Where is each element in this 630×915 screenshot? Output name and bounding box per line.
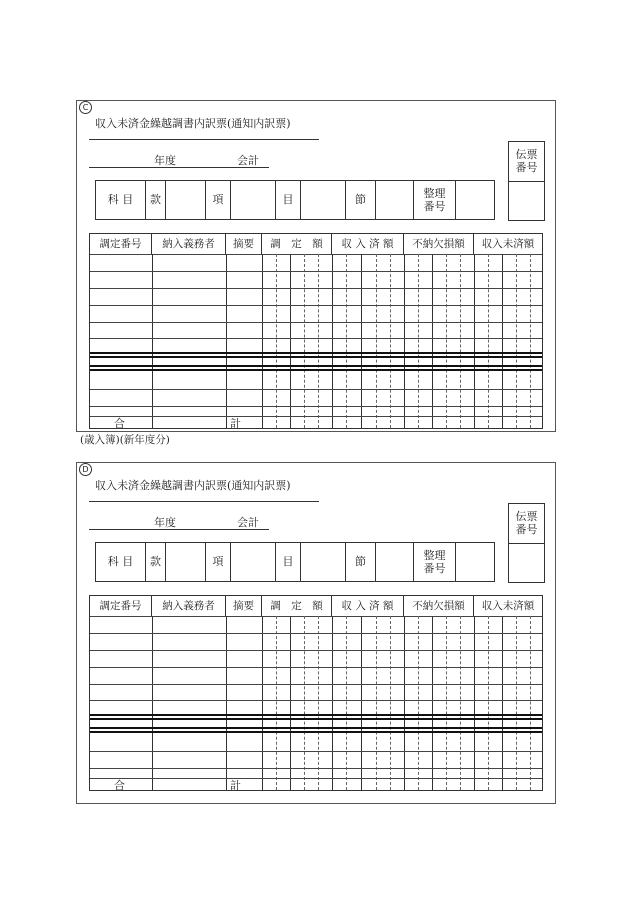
table-row: [90, 633, 542, 634]
header-shunyu-misai: 収入未済額: [481, 600, 535, 612]
digit-divider: [376, 616, 377, 790]
digit-divider: [516, 254, 517, 428]
seiri-line2: 番号: [423, 562, 446, 575]
table-row: [90, 271, 542, 272]
kan-field[interactable]: [166, 543, 206, 581]
ledger-table: [89, 595, 543, 791]
col-divider: [474, 254, 475, 428]
kou-label: 項: [206, 181, 231, 219]
header-funo-kesson: 不納欠損額: [404, 234, 474, 254]
kou-field[interactable]: [231, 181, 276, 219]
digit-divider: [502, 616, 503, 790]
seiri-number-label: [414, 181, 456, 219]
header-chotei-gaku: 調 定 額: [262, 596, 332, 616]
table-row: [90, 684, 542, 685]
digit-divider: [446, 254, 447, 428]
col-divider: [404, 254, 405, 428]
digit-divider: [432, 616, 433, 790]
digit-divider: [488, 616, 489, 790]
table-row: [90, 751, 542, 752]
header-nonyu-gimusha: 納入義務者: [152, 234, 226, 254]
slip-number-label: [509, 504, 544, 544]
kamoku-label: 科 目: [96, 543, 146, 581]
table-row: [90, 700, 542, 701]
digit-divider: [290, 616, 291, 790]
slip-label-line2: 番号: [515, 161, 538, 174]
account-label: 会計: [237, 154, 259, 167]
digit-divider: [460, 254, 461, 428]
account-label: 会計: [237, 516, 259, 529]
fiscal-year-label: 年度: [154, 516, 176, 529]
kan-label: 款: [146, 181, 166, 219]
fiscal-year-label: 年度: [154, 154, 176, 167]
table-row: [90, 389, 542, 390]
double-rule-separator: [90, 365, 542, 371]
header-chotei-bango: 調定番号: [90, 234, 152, 254]
setsu-field[interactable]: [376, 543, 414, 581]
moku-label: 目: [276, 181, 301, 219]
kou-label: 項: [206, 543, 231, 581]
slip-number-label: [509, 142, 544, 182]
table-row: [90, 650, 542, 651]
digit-divider: [361, 254, 362, 428]
digit-divider: [418, 616, 419, 790]
table-row: [90, 406, 542, 407]
digit-divider: [530, 254, 531, 428]
slip-number-box[interactable]: [508, 141, 545, 221]
digit-divider: [276, 254, 277, 428]
col-divider: [332, 254, 333, 428]
header-chotei-bango: 調定番号: [90, 596, 152, 616]
digit-divider: [516, 616, 517, 790]
col-divider: [152, 254, 153, 428]
table-row: [90, 667, 542, 668]
digit-divider: [460, 616, 461, 790]
setsu-label: 節: [346, 543, 376, 581]
col-divider: [152, 616, 153, 790]
table-row: [90, 305, 542, 306]
total-label-right: 計: [230, 417, 241, 430]
kou-field[interactable]: [231, 543, 276, 581]
moku-label: 目: [276, 543, 301, 581]
header-tekiyo: 摘要: [226, 596, 262, 616]
digit-divider: [488, 254, 489, 428]
double-rule-separator: [90, 727, 542, 733]
slip-label-line2: 番号: [515, 523, 538, 536]
total-row-rule: [90, 778, 542, 779]
digit-divider: [390, 616, 391, 790]
digit-divider: [318, 616, 319, 790]
seiri-line1: 整理: [423, 187, 446, 200]
slip-number-box[interactable]: [508, 503, 545, 583]
kamoku-label: 科 目: [96, 181, 146, 219]
header-shunyu-zumi: 収 入 済 額: [332, 596, 404, 616]
total-label-right: 計: [230, 779, 241, 792]
ledger-table: [89, 233, 543, 429]
moku-field[interactable]: [301, 543, 346, 581]
digit-divider: [346, 616, 347, 790]
col-divider: [226, 254, 227, 428]
table-row: [90, 768, 542, 769]
form-label-circle: C: [79, 101, 92, 114]
slip-label-line1: 伝票: [515, 148, 538, 161]
col-divider: [404, 616, 405, 790]
form-title: 収入未済金繰越調書内訳票(通知内訳票): [95, 117, 291, 130]
digit-divider: [502, 254, 503, 428]
digit-divider: [276, 616, 277, 790]
total-label-left: 合: [114, 417, 125, 430]
setsu-label: 節: [346, 181, 376, 219]
col-divider: [474, 616, 475, 790]
form-label-circle: D: [79, 463, 92, 476]
seiri-line2: 番号: [423, 200, 446, 213]
account-classification-row: [95, 180, 495, 220]
header-shunyu-misai: 収入未済額: [481, 238, 535, 250]
digit-divider: [346, 254, 347, 428]
kan-label: 款: [146, 543, 166, 581]
seiri-line1: 整理: [423, 549, 446, 562]
col-divider: [262, 254, 263, 428]
form-d: [76, 462, 556, 804]
header-tekiyo: 摘要: [226, 234, 262, 254]
double-rule-separator: [90, 352, 542, 358]
table-row: [90, 288, 542, 289]
seiri-number-field[interactable]: [456, 181, 494, 219]
col-divider: [262, 616, 263, 790]
digit-divider: [446, 616, 447, 790]
digit-divider: [290, 254, 291, 428]
col-divider: [332, 616, 333, 790]
kan-field[interactable]: [166, 181, 206, 219]
footnote: (歳入簿)(新年度分): [80, 434, 170, 446]
digit-divider: [432, 254, 433, 428]
year-underline: [89, 529, 269, 530]
title-underline: [89, 501, 319, 502]
digit-divider: [390, 254, 391, 428]
digit-divider: [304, 616, 305, 790]
header-chotei-gaku: 調 定 額: [262, 234, 332, 254]
digit-divider: [530, 616, 531, 790]
seiri-number-field[interactable]: [456, 543, 494, 581]
moku-field[interactable]: [301, 181, 346, 219]
table-row: [90, 322, 542, 323]
digit-divider: [304, 254, 305, 428]
table-row: [90, 338, 542, 339]
total-row-rule: [90, 416, 542, 417]
header-funo-kesson: 不納欠損額: [404, 596, 474, 616]
setsu-field[interactable]: [376, 181, 414, 219]
col-divider: [226, 616, 227, 790]
form-title: 収入未済金繰越調書内訳票(通知内訳票): [95, 479, 291, 492]
title-underline: [89, 139, 319, 140]
seiri-number-label: [414, 543, 456, 581]
digit-divider: [418, 254, 419, 428]
digit-divider: [318, 254, 319, 428]
digit-divider: [376, 254, 377, 428]
form-c: [76, 100, 556, 432]
header-nonyu-gimusha: 納入義務者: [152, 596, 226, 616]
slip-label-line1: 伝票: [515, 510, 538, 523]
account-classification-row: [95, 542, 495, 582]
year-underline: [89, 167, 269, 168]
header-shunyu-zumi: 収 入 済 額: [332, 234, 404, 254]
digit-divider: [361, 616, 362, 790]
double-rule-separator: [90, 714, 542, 720]
total-label-left: 合: [114, 779, 125, 792]
